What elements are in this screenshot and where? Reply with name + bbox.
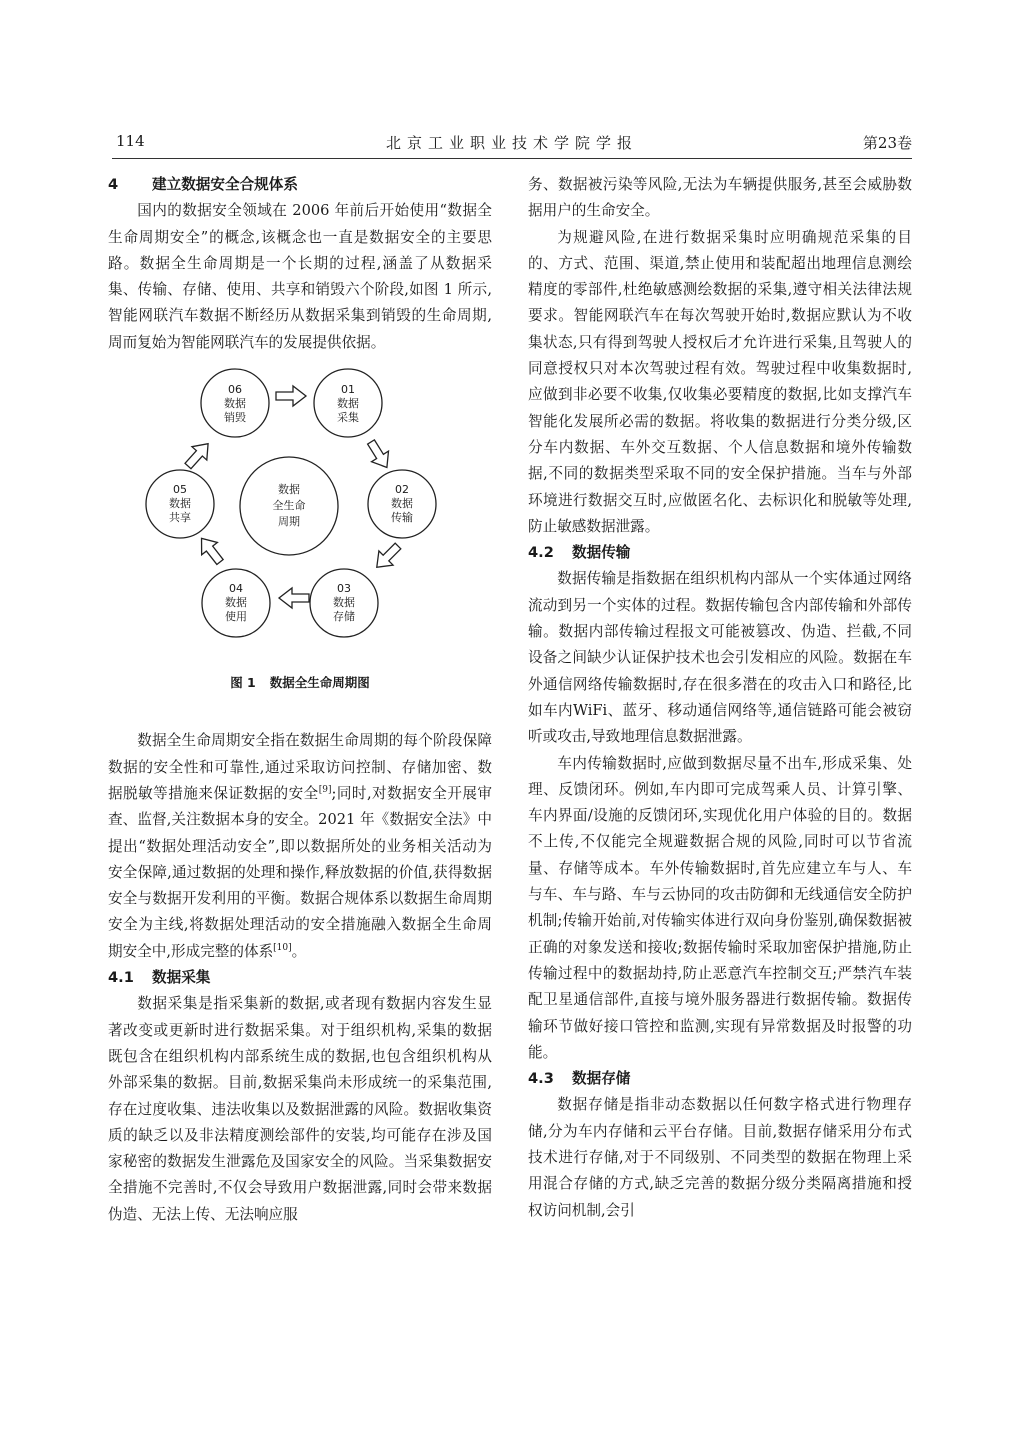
node-04-use (202, 569, 270, 637)
svg-text:数据: 数据 (391, 497, 413, 511)
svg-text:06: 06 (228, 383, 242, 397)
right-column (528, 172, 912, 1224)
node-02-transmit (368, 470, 436, 538)
section-4-1-paragraph-1-cont: 务、数据被污染等风险,无法为车辆提供服务,甚至会威胁数据用户的生命安全。 (528, 176, 912, 220)
svg-text:01: 01 (341, 383, 355, 397)
left-column (108, 172, 492, 1228)
center-label-2: 全生命 (272, 499, 306, 513)
arrow-01-to-02 (363, 437, 396, 473)
arrow-04-to-05 (194, 532, 228, 568)
svg-text:05: 05 (173, 483, 187, 497)
svg-text:02: 02 (395, 483, 409, 497)
section-4-2-heading: 4.2 数据传输 (528, 544, 631, 562)
section-4-2-paragraph-2: 车内传输数据时,应做到数据尽量不出车,形成采集、处理、反馈闭环。例如,车内即可完成驾乘人员、计算引擎、车内界面/设施的反馈闭环,实现优化用户体验的目的。数据不上传,不仅能完全规避数据合规的风险,同时可以节省流量、存储等成本。车外传输数据时,首先应建立车与人、车与车、车与路、车与云协同的攻击防御和无线通信安全防护机制;传输开始前,对传输实体进行双向身份鉴别,确保数据被正确的对象发送和接收;数据传输时采取加密保护措施,防止传输过程中的数据劫持,防止恶意汽车控制交互;严禁汽车装配卫星通信部件,直接与境外服务器进行数据传输。数据传输环节做好接口管控和监测,实现有异常数据及时报警的功能。 (528, 754, 912, 1061)
arrow-02-to-03 (370, 539, 405, 574)
svg-text:存储: 存储 (333, 610, 355, 624)
node-05-share (146, 470, 214, 538)
node-03-store (310, 569, 378, 637)
lifecycle-diagram (128, 366, 448, 656)
journal-title: 北京工业职业技术学院学报 (385, 134, 638, 152)
svg-text:共享: 共享 (169, 511, 191, 525)
svg-text:使用: 使用 (225, 610, 247, 624)
page-header (112, 130, 912, 159)
arrow-03-to-04 (279, 588, 309, 608)
node-01-collect (314, 369, 382, 437)
svg-text:数据: 数据 (225, 596, 247, 610)
section-4-3-heading: 4.3 数据存储 (528, 1070, 631, 1088)
section-4-2-paragraph-1: 数据传输是指数据在组织机构内部从一个实体通过网络流动到另一个实体的过程。数据传输包含内部传输和外部传输。数据内部传输过程报文可能被篡改、伪造、拦截,不同设备之间缺少认证保护技术也会引发相应的风险。数据在车外通信网络传输数据时,存在很多潜在的攻击入口和路径,比如车内WiFi、蓝牙、移动通信网络等,通信链路可能会被窃听或攻击,导致地理信息数据泄露。 (528, 570, 912, 746)
center-label-3: 周期 (278, 515, 300, 529)
svg-text:数据: 数据 (224, 397, 246, 411)
svg-text:采集: 采集 (337, 411, 359, 425)
section-4-paragraph-1: 国内的数据安全领域在 2006 年前后开始使用“数据全生命周期安全”的概念,该概念也一直是数据安全的主要思路。数据全生命周期是一个长期的过程,涵盖了从数据采集、传输、存储、使用、共享和销毁六个阶段,如图 1 所示,智能网联汽车数据不断经历从数据采集到销毁的生命周期,周而复始为智能网联汽车的发展提供依据。 (108, 202, 492, 351)
svg-text:03: 03 (337, 582, 351, 596)
arrow-05-to-06 (181, 437, 216, 473)
lifecycle-figure (108, 366, 492, 666)
volume-label: 第23卷 (862, 134, 912, 152)
figure-caption: 图 1 数据全生命周期图 (230, 675, 370, 691)
citation-9: [9] (318, 785, 332, 796)
section-4-paragraph-2: 数据全生命周期安全指在数据生命周期的每个阶段保障数据的安全性和可靠性,通过采取访问控制、存储加密、数据脱敏等措施来保证数据的安全[9];同时,对数据安全开展审查、监督,关注数据本身的安全。2021 年《数据安全法》中提出“数据处理活动安全”,即以数据所处的业务相关活动为安全保障,通过数据的处理和操作,释放数据的价值,获得数据安全与数据开发利用的平衡。数据合规体系以数据生命周期安全为主线,将数据处理活动的安全措施融入数据全生命周期安全中,形成完整的体系[10]。 (108, 732, 492, 960)
section-4-1-paragraph-2: 为规避风险,在进行数据采集时应明确规范采集的目的、方式、范围、渠道,禁止使用和装配超出地理信息测绘精度的零部件,杜绝敏感测绘数据的采集,遵守相关法律法规要求。智能网联汽车在每次驾驶开始时,数据应默认为不收集状态,只有得到驾驶人授权后才允许进行采集,且驾驶人的同意授权只对本次驾驶过程有效。驾驶过程中收集数据时,应做到非必要不收集,仅收集必要精度的数据,比如支撑汽车智能化发展所必需的数据。将收集的数据进行分类分级,区分车内数据、车外交互数据、个人信息数据和境外传输数据,不同的数据类型采取不同的安全保护措施。当车与外部环境进行数据交互时,应做匿名化、去标识化和脱敏等处理,防止敏感数据泄露。 (528, 228, 912, 535)
section-4-1-paragraph-1: 数据采集是指采集新的数据,或者现有数据内容发生显著改变或更新时进行数据采集。对于组织机构,采集的数据既包含在组织机构内部系统生成的数据,也包含组织机构从外部采集的数据。目前,数据采集尚未形成统一的采集范围,存在过度收集、违法收集以及数据泄露的风险。数据收集资质的缺乏以及非法精度测绘部件的安装,均可能存在涉及国家秘密的数据发生泄露危及国家安全的风险。当采集数据安全措施不完善时,不仅会导致用户数据泄露,同时会带来数据伪造、无法上传、无法响应服 (108, 995, 492, 1223)
arrow-06-to-01 (276, 386, 306, 406)
node-06-destroy (201, 369, 269, 437)
section-4-1-heading: 4.1 数据采集 (108, 969, 211, 987)
citation-10: [10] (273, 942, 292, 953)
section-4-3-paragraph-1: 数据存储是指非动态数据以任何数字格式进行物理存储,分为车内存储和云平台存储。目前,数据存储采用分布式技术进行存储,对于不同级别、不同类型的数据在物理上采用混合存储的方式,缺乏完善的数据分级分类隔离措施和授权访问机制,会引 (528, 1096, 912, 1219)
svg-text:04: 04 (229, 582, 243, 596)
svg-text:数据: 数据 (333, 596, 355, 610)
svg-text:销毁: 销毁 (224, 411, 246, 425)
section-4-heading: 4 建立数据安全合规体系 (108, 176, 298, 193)
svg-text:数据: 数据 (169, 497, 191, 511)
center-label-1: 数据 (278, 483, 300, 497)
svg-text:传输: 传输 (391, 511, 413, 525)
page-number: 114 (116, 132, 145, 150)
svg-text:数据: 数据 (337, 397, 359, 411)
